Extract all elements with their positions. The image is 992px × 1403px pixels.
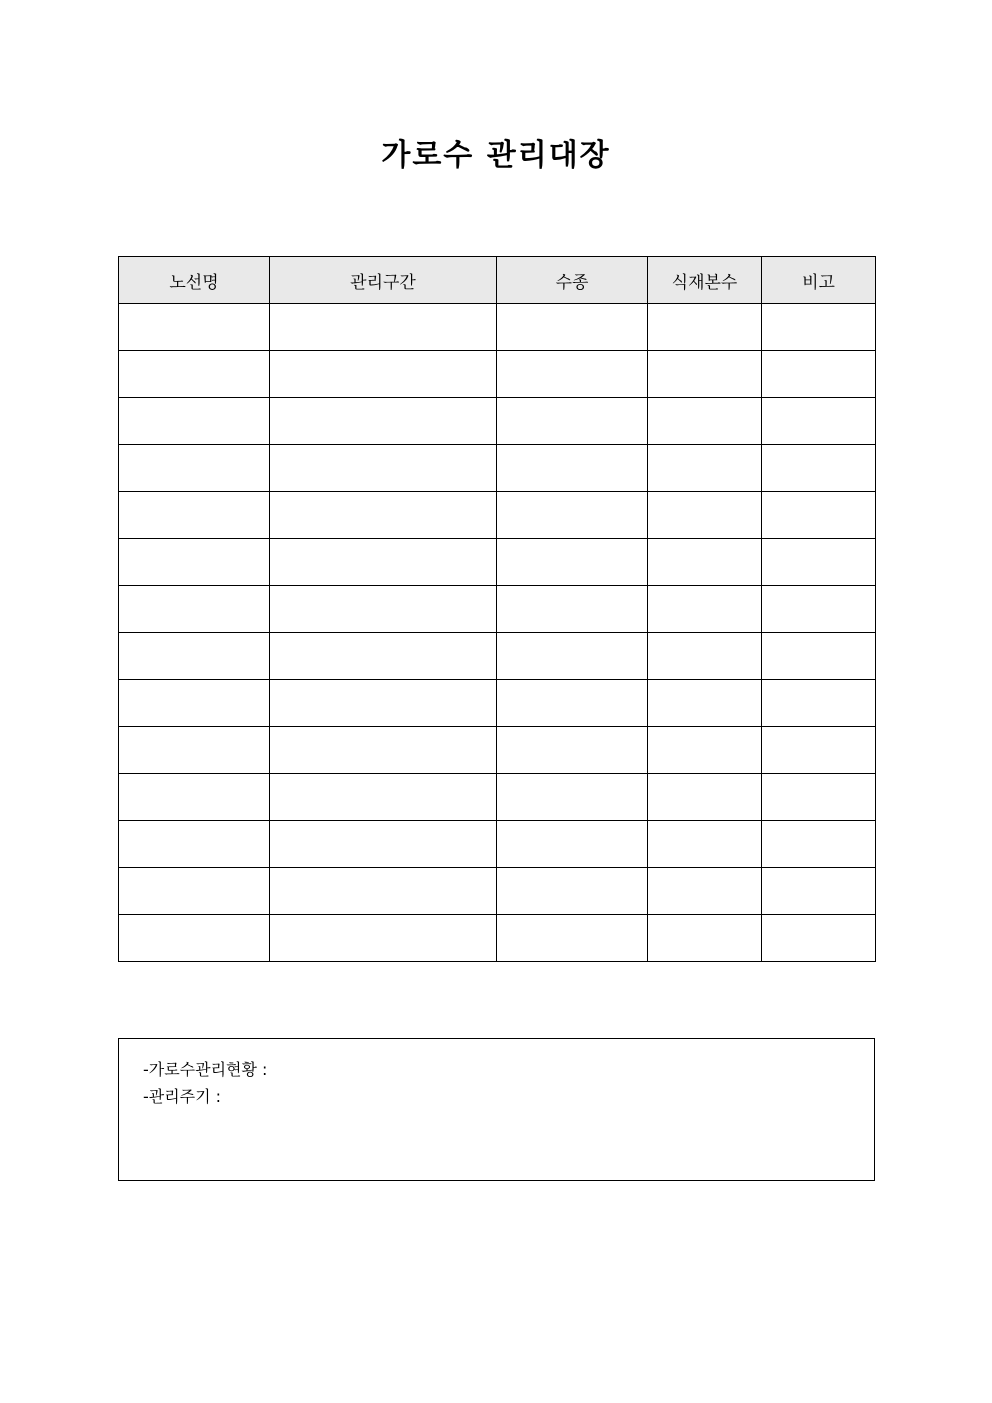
header-management-section: 관리구간: [270, 257, 497, 304]
cell-management-section[interactable]: [270, 915, 497, 962]
cell-tree-species[interactable]: [497, 868, 648, 915]
table-row: [119, 539, 876, 586]
cell-tree-species[interactable]: [497, 586, 648, 633]
cell-route-name[interactable]: [119, 304, 270, 351]
cell-planted-count[interactable]: [648, 398, 762, 445]
table-row: [119, 492, 876, 539]
cell-route-name[interactable]: [119, 821, 270, 868]
cell-management-section[interactable]: [270, 774, 497, 821]
cell-management-section[interactable]: [270, 398, 497, 445]
table-row: [119, 774, 876, 821]
cell-planted-count[interactable]: [648, 351, 762, 398]
cell-route-name[interactable]: [119, 445, 270, 492]
header-route-name: 노선명: [119, 257, 270, 304]
cell-management-section[interactable]: [270, 304, 497, 351]
cell-remarks[interactable]: [762, 915, 876, 962]
table-header-row: [119, 257, 876, 304]
cell-remarks[interactable]: [762, 398, 876, 445]
cell-route-name[interactable]: [119, 915, 270, 962]
cell-route-name[interactable]: [119, 351, 270, 398]
cell-planted-count[interactable]: [648, 586, 762, 633]
cell-remarks[interactable]: [762, 680, 876, 727]
cell-route-name[interactable]: [119, 492, 270, 539]
cell-tree-species[interactable]: [497, 774, 648, 821]
cell-route-name[interactable]: [119, 774, 270, 821]
table-row: [119, 915, 876, 962]
table-row: [119, 304, 876, 351]
table-row: [119, 868, 876, 915]
cell-tree-species[interactable]: [497, 351, 648, 398]
table-row: [119, 633, 876, 680]
cell-management-section[interactable]: [270, 351, 497, 398]
cell-remarks[interactable]: [762, 492, 876, 539]
cell-route-name[interactable]: [119, 868, 270, 915]
cell-tree-species[interactable]: [497, 398, 648, 445]
table-row: [119, 398, 876, 445]
cell-route-name[interactable]: [119, 398, 270, 445]
header-remarks: 비고: [762, 257, 876, 304]
cell-planted-count[interactable]: [648, 304, 762, 351]
table-row: [119, 821, 876, 868]
cell-management-section[interactable]: [270, 586, 497, 633]
cell-management-section[interactable]: [270, 680, 497, 727]
cell-management-section[interactable]: [270, 445, 497, 492]
cell-management-section[interactable]: [270, 868, 497, 915]
table-row: [119, 586, 876, 633]
cell-remarks[interactable]: [762, 304, 876, 351]
cell-remarks[interactable]: [762, 539, 876, 586]
cell-tree-species[interactable]: [497, 915, 648, 962]
cell-planted-count[interactable]: [648, 774, 762, 821]
cell-remarks[interactable]: [762, 868, 876, 915]
cell-management-section[interactable]: [270, 821, 497, 868]
cell-tree-species[interactable]: [497, 492, 648, 539]
cell-route-name[interactable]: [119, 633, 270, 680]
notes-box: [118, 1038, 875, 1181]
cell-remarks[interactable]: [762, 633, 876, 680]
header-planted-count: 식재본수: [648, 257, 762, 304]
cell-remarks[interactable]: [762, 351, 876, 398]
cell-planted-count[interactable]: [648, 680, 762, 727]
cell-management-section[interactable]: [270, 539, 497, 586]
cell-route-name[interactable]: [119, 586, 270, 633]
cell-tree-species[interactable]: [497, 304, 648, 351]
cell-route-name[interactable]: [119, 727, 270, 774]
cell-tree-species[interactable]: [497, 680, 648, 727]
cell-planted-count[interactable]: [648, 633, 762, 680]
cell-remarks[interactable]: [762, 445, 876, 492]
cell-tree-species[interactable]: [497, 821, 648, 868]
street-tree-ledger-table: [118, 256, 876, 962]
cell-route-name[interactable]: [119, 680, 270, 727]
table-row: [119, 680, 876, 727]
cell-remarks[interactable]: [762, 586, 876, 633]
table-body: [119, 304, 876, 962]
cell-tree-species[interactable]: [497, 445, 648, 492]
cell-planted-count[interactable]: [648, 915, 762, 962]
cell-planted-count[interactable]: [648, 539, 762, 586]
table-row: [119, 351, 876, 398]
cell-management-section[interactable]: [270, 633, 497, 680]
document-title: 가로수 관리대장: [381, 138, 611, 173]
cell-remarks[interactable]: [762, 727, 876, 774]
cell-planted-count[interactable]: [648, 727, 762, 774]
cell-tree-species[interactable]: [497, 727, 648, 774]
table-row: [119, 727, 876, 774]
cell-planted-count[interactable]: [648, 868, 762, 915]
header-tree-species: 수종: [497, 257, 648, 304]
cell-remarks[interactable]: [762, 774, 876, 821]
cell-planted-count[interactable]: [648, 492, 762, 539]
cell-management-section[interactable]: [270, 727, 497, 774]
cell-tree-species[interactable]: [497, 633, 648, 680]
management-status-label: -가로수관리현황 :: [143, 1060, 268, 1079]
cell-planted-count[interactable]: [648, 445, 762, 492]
table-row: [119, 445, 876, 492]
management-cycle-label: -관리주기 :: [143, 1087, 222, 1106]
cell-route-name[interactable]: [119, 539, 270, 586]
cell-planted-count[interactable]: [648, 821, 762, 868]
cell-tree-species[interactable]: [497, 539, 648, 586]
cell-management-section[interactable]: [270, 492, 497, 539]
cell-remarks[interactable]: [762, 821, 876, 868]
